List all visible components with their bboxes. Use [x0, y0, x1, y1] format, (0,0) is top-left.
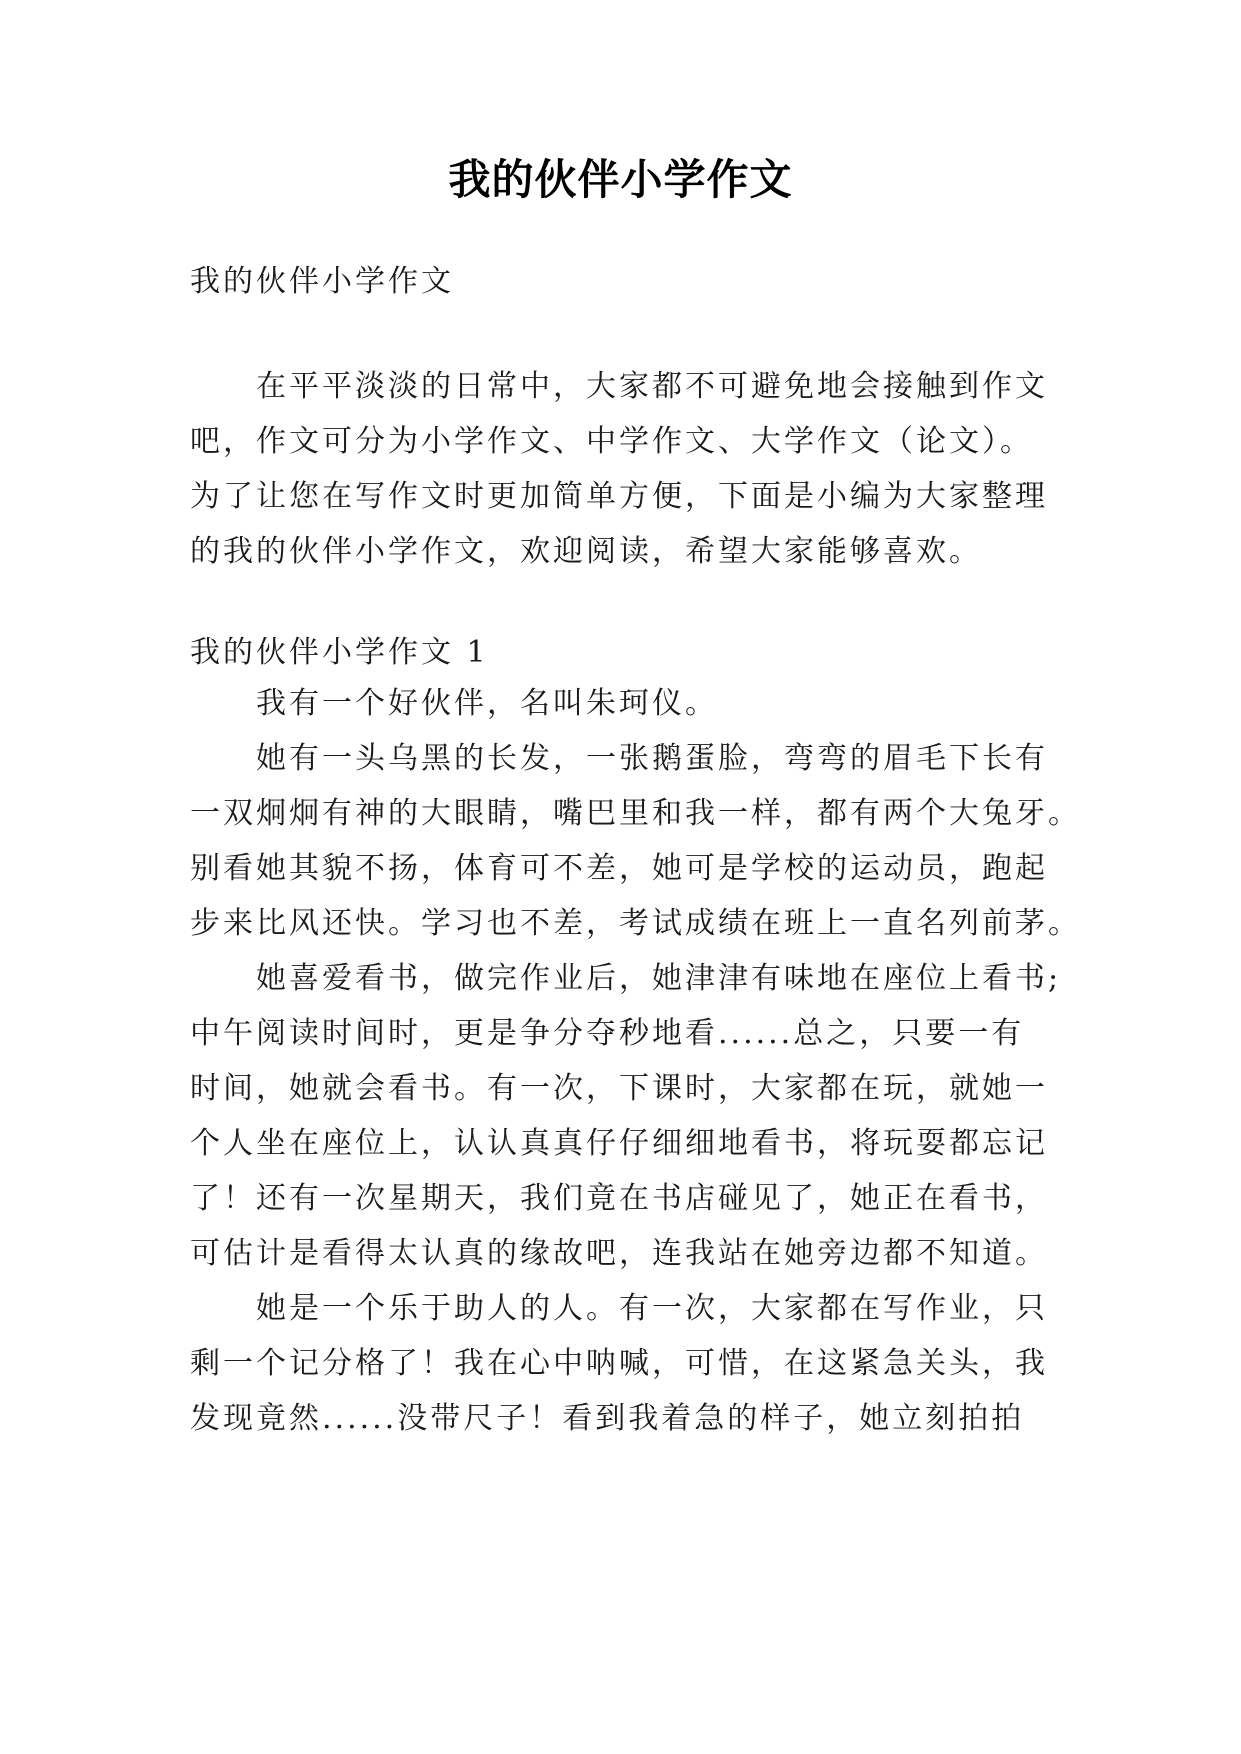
body-line: 别看她其貌不扬，体育可不差，她可是学校的运动员，跑起: [190, 851, 1048, 886]
body-line: 中午阅读时间时，更是争分夺秒地看......总之，只要一有: [190, 1016, 1025, 1051]
body-line: 一双炯炯有神的大眼睛，嘴巴里和我一样，都有两个大兔牙。: [190, 796, 1081, 831]
body-line: 她喜爱看书，做完作业后，她津津有味地在座位上看书;: [256, 961, 1062, 996]
intro-line-2: 吧，作文可分为小学作文、中学作文、大学作文（论文）。: [190, 424, 1033, 459]
intro-line-4: 的我的伙伴小学作文，欢迎阅读，希望大家能够喜欢。: [190, 534, 982, 569]
subtitle: 我的伙伴小学作文: [190, 264, 454, 299]
body-line: 她是一个乐于助人的人。有一次，大家都在写作业，只: [256, 1291, 1048, 1326]
body-line: 时间，她就会看书。有一次，下课时，大家都在玩，就她一: [190, 1071, 1048, 1106]
body-line: 剩一个记分格了！我在心中呐喊，可惜，在这紧急关头，我: [190, 1346, 1048, 1381]
intro-line-1: 在平平淡淡的日常中，大家都不可避免地会接触到作文: [256, 369, 1048, 404]
intro-line-3: 为了让您在写作文时更加简单方便，下面是小编为大家整理: [190, 479, 1048, 514]
document-title: 我的伙伴小学作文: [448, 155, 793, 204]
body-line: 步来比风还快。学习也不差，考试成绩在班上一直名列前茅。: [190, 906, 1081, 941]
body-line: 可估计是看得太认真的缘故吧，连我站在她旁边都不知道。: [190, 1236, 1048, 1271]
body-line: 了！还有一次星期天，我们竟在书店碰见了，她正在看书，: [190, 1181, 1048, 1216]
section-heading: 我的伙伴小学作文 1: [190, 635, 489, 670]
body-line: 她有一头乌黑的长发，一张鹅蛋脸，弯弯的眉毛下长有: [256, 741, 1048, 776]
body-line: 个人坐在座位上，认认真真仔仔细细地看书，将玩耍都忘记: [190, 1126, 1048, 1161]
body-line: 我有一个好伙伴，名叫朱珂仪。: [256, 686, 718, 721]
body-line: 发现竟然......没带尺子！看到我着急的样子，她立刻拍拍: [190, 1401, 1025, 1436]
